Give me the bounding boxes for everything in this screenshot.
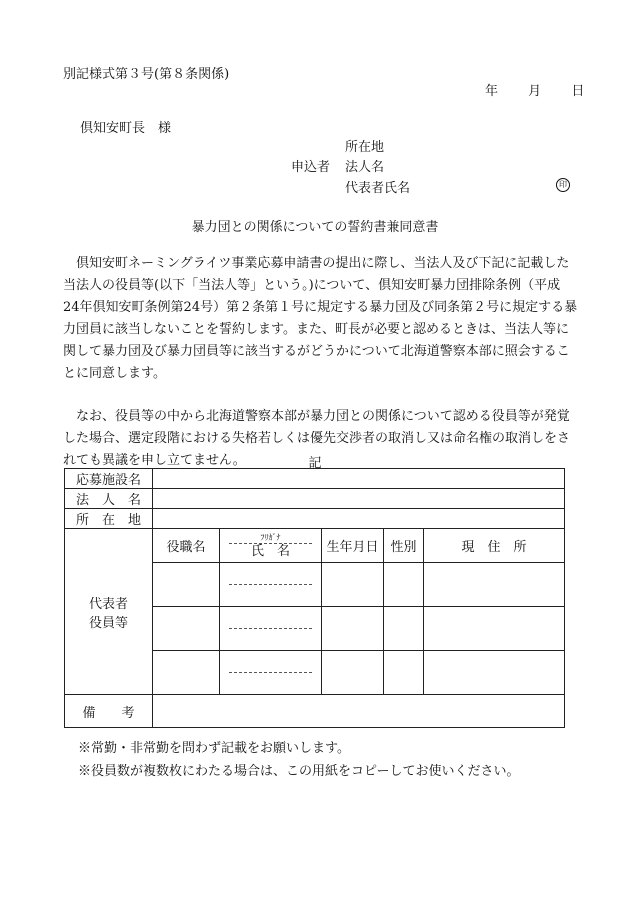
document-title: 暴力団との関係についての誓約書兼同意書	[191, 220, 439, 235]
form-number-label: 別記様式第３号(第８条関係)	[63, 67, 230, 82]
paragraph-line: した場合、選定段階における失格若しくは優先交渉者の取消し又は命名権の取消しをさ	[63, 431, 571, 446]
gender-field[interactable]	[384, 607, 424, 651]
furigana-divider	[229, 672, 312, 673]
paragraph-line: 24年倶知安町条例第24号）第２条第１号に規定する暴力団及び同条第２号に規定する暴	[63, 300, 578, 315]
rep-label-line1: 代表者	[88, 596, 128, 612]
address-field[interactable]	[424, 607, 565, 651]
remarks-label: 備 考	[65, 695, 153, 728]
birthdate-field[interactable]	[322, 607, 384, 651]
facility-name-label: 応募施設名	[65, 469, 153, 489]
name-label: 氏 名	[250, 543, 290, 559]
facility-name-field[interactable]	[153, 469, 565, 489]
applicant-corp-name-label: 法人名	[345, 160, 385, 175]
paragraph-line: とに同意します。	[63, 366, 166, 381]
addressee: 倶知安町長 様	[80, 121, 172, 136]
address-field[interactable]	[424, 563, 565, 607]
furigana-divider	[229, 628, 312, 629]
birthdate-field[interactable]	[322, 563, 384, 607]
seal-mark: 印	[556, 178, 570, 192]
applicant-info-table	[64, 468, 565, 728]
name-column-header	[220, 529, 322, 563]
note-copy-form: ※役員数が複数枚にわたる場合は、この用紙をコピーしてお使いください。	[78, 764, 520, 779]
name-field[interactable]	[220, 563, 322, 607]
address-column-header: 現 住 所	[424, 529, 565, 563]
date-day: 日	[571, 84, 585, 99]
name-field[interactable]	[220, 607, 322, 651]
position-field[interactable]	[153, 607, 220, 651]
location-field[interactable]	[153, 509, 565, 529]
representative-group-label	[65, 529, 153, 695]
birthdate-column-header: 生年月日	[322, 529, 384, 563]
paragraph-line: 力団員に該当しないことを誓約します。また、町長が必要と認めるときは、当法人等に	[63, 322, 569, 337]
paragraph-line: なお、役員等の中から北海道警察本部が暴力団との関係について認める役員等が発覚	[63, 409, 570, 424]
paragraph-line: 倶知安町ネーミングライツ事業応募申請書の提出に際し、当法人及び下記に記載した	[63, 256, 570, 271]
gender-field[interactable]	[384, 563, 424, 607]
paragraph-line: れても異議を申し立てません。	[63, 453, 246, 468]
birthdate-field[interactable]	[322, 651, 384, 695]
gender-field[interactable]	[384, 651, 424, 695]
furigana-divider	[229, 584, 312, 585]
note-fulltime: ※常勤・非常勤を問わず記載をお願いします。	[78, 741, 350, 756]
name-field[interactable]	[220, 651, 322, 695]
furigana-label: ﾌﾘｶﾞﾅ	[260, 532, 281, 542]
date-year: 年	[485, 84, 499, 99]
paragraph-line: 当法人の役員等(以下「当法人等」という。)について、倶知安町暴力団排除条例（平成	[63, 278, 561, 293]
applicant-label: 申込者	[291, 160, 331, 175]
remarks-field[interactable]	[153, 695, 565, 728]
pledge-paragraph	[63, 253, 578, 385]
paragraph-line: 関して暴力団及び暴力団員等に該当するがどうかについて北海道警察本部に照会するこ	[63, 344, 570, 359]
rep-label-line2: 役員等	[88, 615, 128, 631]
corp-name-field[interactable]	[153, 489, 565, 509]
address-field[interactable]	[424, 651, 565, 695]
gender-column-header: 性別	[384, 529, 424, 563]
applicant-representative-label: 代表者氏名	[345, 181, 411, 196]
corp-name-label: 法 人 名	[65, 489, 153, 509]
ki-heading: 記	[308, 456, 322, 471]
date-line	[485, 80, 584, 99]
position-field[interactable]	[153, 563, 220, 607]
position-column-header: 役職名	[153, 529, 220, 563]
location-label: 所 在 地	[65, 509, 153, 529]
date-month: 月	[528, 84, 542, 99]
position-field[interactable]	[153, 651, 220, 695]
applicant-location-label: 所在地	[345, 140, 385, 155]
